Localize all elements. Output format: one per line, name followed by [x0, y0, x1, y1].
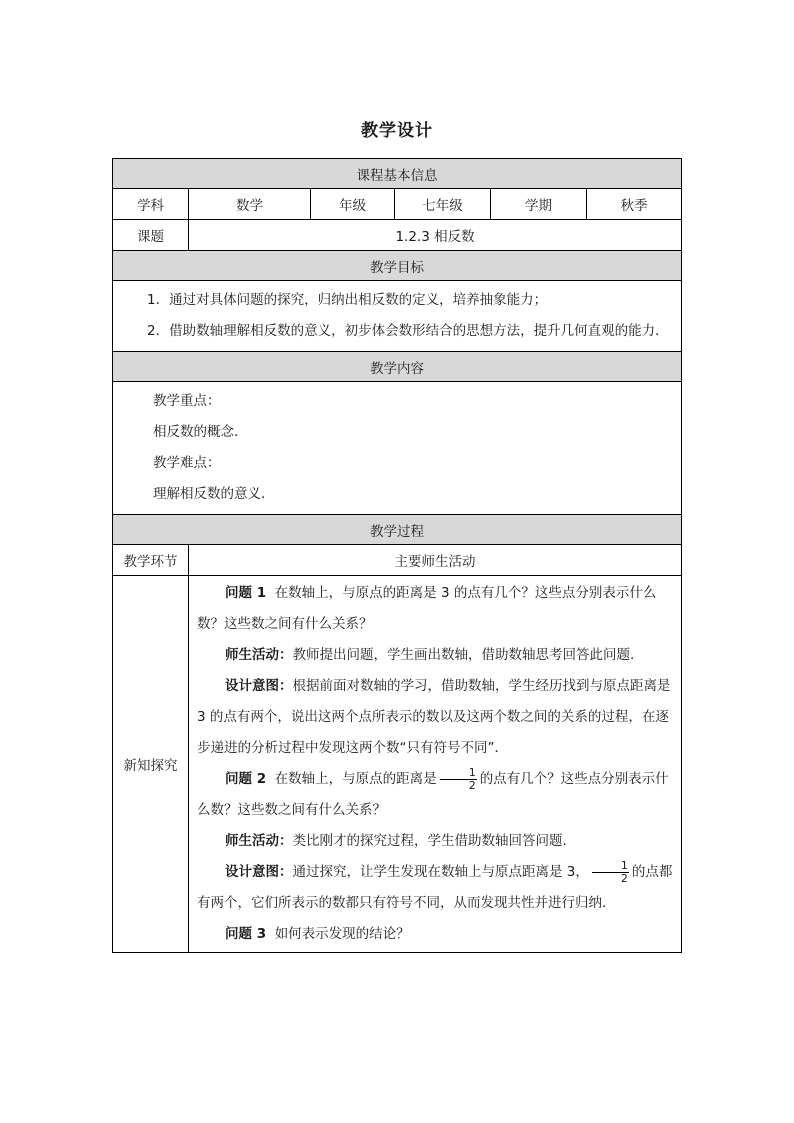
content-row [113, 382, 682, 515]
process-row [113, 576, 682, 953]
goals-cell [113, 281, 682, 352]
question-2-text-after: 的点有几个？这些点分别表示什么数？这些数之间有什么关系？ [197, 771, 669, 818]
intent-1-label: 设计意图： [225, 678, 293, 694]
basic-info-header: 课程基本信息 [113, 159, 682, 189]
key-point-label: 教学重点： [153, 393, 221, 409]
question-1 [197, 578, 675, 640]
grade-label: 年级 [311, 189, 395, 220]
fraction-one-half [440, 767, 477, 792]
intent-2-label: 设计意图： [225, 864, 293, 880]
fraction-numerator-2: 1 [592, 860, 629, 873]
process-header-row [113, 515, 682, 545]
intent-1-text: 根据前面对数轴的学习，借助数轴，学生经历找到与原点距离是 3 的点有两个，说出这两个点所表示的数以及这两个数之间的关系的过程，在逐步递进的分析过程中发现这两个数“只有符号不同”． [197, 678, 671, 756]
question-3-text: 如何表示发现的结论？ [274, 926, 410, 942]
grade-value: 七年级 [395, 189, 491, 220]
activity-2 [197, 826, 675, 857]
lesson-plan-table [112, 158, 682, 953]
stage-column-header: 教学环节 [113, 545, 189, 576]
term-label: 学期 [491, 189, 587, 220]
intent-2-text-before: 通过探究，让学生发现在数轴上与原点距离是 3， [292, 864, 589, 880]
goal-item-1: 1．通过对具体问题的探究，归纳出相反数的定义，培养抽象能力； [147, 292, 548, 308]
question-1-text: 在数轴上，与原点的距离是 3 的点有几个？这些点分别表示什么数？这些数之间有什么关系？ [197, 585, 657, 632]
activity-1 [197, 640, 675, 671]
activity-1-label: 师生活动： [225, 647, 293, 663]
goals-header-row [113, 251, 682, 281]
content-header-row [113, 352, 682, 382]
question-2 [197, 764, 675, 826]
goal-item-2: 2．借助数轴理解相反数的意义，初步体会数形结合的思想方法，提升几何直观的能力． [147, 323, 669, 339]
question-1-label: 问题 1 [225, 585, 267, 601]
process-header: 教学过程 [113, 515, 682, 545]
fraction-denominator: 2 [468, 778, 476, 792]
topic-row [113, 220, 682, 251]
key-point-value: 相反数的概念． [153, 424, 248, 440]
activity-cell [189, 576, 682, 953]
activity-column-header: 主要师生活动 [189, 545, 682, 576]
difficulty-label: 教学难点： [153, 455, 221, 471]
basic-info-row [113, 189, 682, 220]
subject-value: 数学 [189, 189, 311, 220]
intent-2-text-after: 的点都有两个，它们所表示的数都只有符号不同，从而发现共性并进行归纳． [197, 864, 673, 911]
activity-2-label: 师生活动： [225, 833, 293, 849]
fraction-numerator: 1 [440, 767, 477, 780]
topic-label: 课题 [113, 220, 189, 251]
basic-info-header-row [113, 159, 682, 189]
difficulty-value: 理解相反数的意义． [153, 486, 275, 502]
goals-header: 教学目标 [113, 251, 682, 281]
document-title: 教学设计 [361, 121, 433, 141]
intent-1 [197, 671, 675, 764]
goals-row [113, 281, 682, 352]
activity-2-text: 类比刚才的探究过程，学生借助数轴回答问题． [292, 833, 576, 849]
content-cell [113, 382, 682, 515]
activity-1-text: 教师提出问题，学生画出数轴，借助数轴思考回答此问题． [292, 647, 644, 663]
question-2-label: 问题 2 [225, 771, 267, 787]
question-3 [197, 919, 675, 950]
stage-name: 新知探究 [113, 576, 189, 953]
question-3-label: 问题 3 [225, 926, 267, 942]
process-column-row [113, 545, 682, 576]
topic-value: 1.2.3 相反数 [189, 220, 682, 251]
subject-label: 学科 [113, 189, 189, 220]
question-2-text-before: 在数轴上，与原点的距离是 [274, 771, 437, 787]
content-header: 教学内容 [113, 352, 682, 382]
term-value: 秋季 [587, 189, 682, 220]
fraction-denominator-2: 2 [620, 871, 628, 885]
intent-2 [197, 857, 675, 919]
fraction-one-half-2 [592, 860, 629, 885]
